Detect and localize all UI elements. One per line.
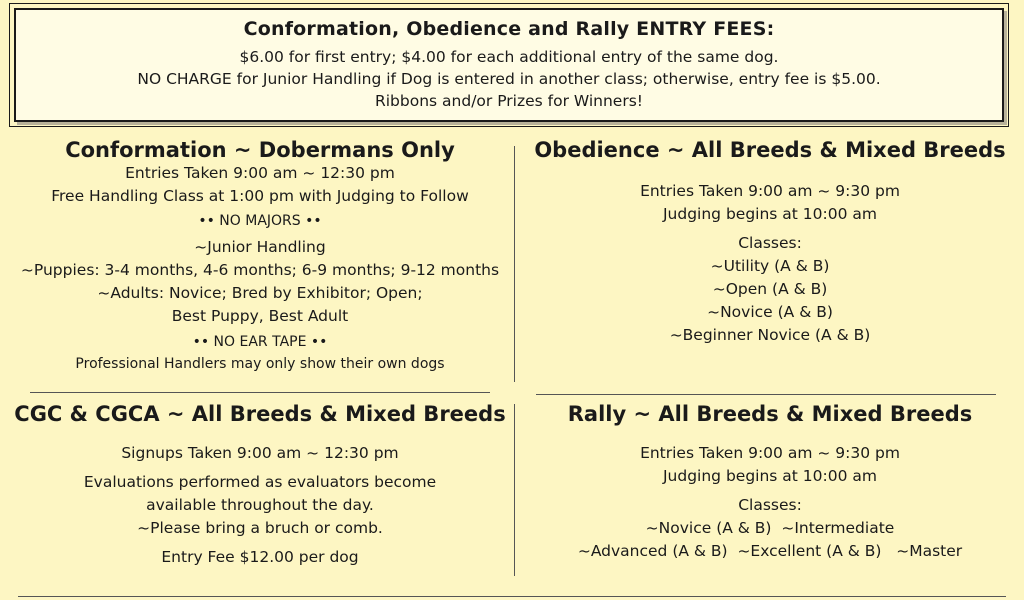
cgc-section — [10, 402, 510, 569]
entry-fees-box — [14, 8, 1004, 122]
obedience-entries: Entries Taken 9:00 am ~ 9:30 pm — [640, 182, 900, 200]
divider-right-middle — [536, 394, 996, 395]
cgc-entry-fee: Entry Fee $12.00 per dog — [161, 548, 359, 566]
obedience-section — [520, 138, 1020, 347]
entry-fees-title: Conformation, Obedience and Rally ENTRY FEES: — [243, 18, 775, 40]
obedience-classes-label: Classes: — [738, 234, 802, 252]
junior-handling-class: ~Junior Handling — [194, 238, 326, 256]
conformation-section — [10, 138, 510, 375]
cgc-signups: Signups Taken 9:00 am ~ 12:30 pm — [121, 444, 399, 462]
obedience-class-utility: ~Utility (A & B) — [710, 257, 830, 275]
obedience-class-novice: ~Novice (A & B) — [707, 303, 833, 321]
obedience-title: Obedience ~ All Breeds & Mixed Breeds — [534, 138, 1006, 162]
divider-left-middle — [30, 392, 490, 393]
cgc-brush-note: ~Please bring a bruch or comb. — [137, 519, 383, 537]
no-ear-tape-notice: •• NO EAR TAPE •• — [192, 334, 328, 350]
obedience-judging: Judging begins at 10:00 am — [662, 205, 877, 223]
cgc-evaluations-line2: available throughout the day. — [146, 496, 374, 514]
rally-title: Rally ~ All Breeds & Mixed Breeds — [567, 402, 973, 426]
rally-classes-label: Classes: — [738, 496, 802, 514]
conformation-handling-class: Free Handling Class at 1:00 pm with Judging to Follow — [51, 187, 469, 205]
rally-classes-line2: ~Advanced (A & B) ~Excellent (A & B) ~Master — [577, 542, 963, 560]
rally-section — [520, 402, 1020, 563]
entry-fee-prizes: Ribbons and/or Prizes for Winners! — [374, 92, 644, 110]
rally-judging: Judging begins at 10:00 am — [662, 467, 877, 485]
puppies-classes: ~Puppies: 3-4 months, 4-6 months; 6-9 months; 9-12 months — [20, 261, 500, 279]
cgc-evaluations-line1: Evaluations performed as evaluators become — [83, 473, 437, 491]
conformation-title: Conformation ~ Dobermans Only — [65, 138, 455, 162]
no-majors-notice: •• NO MAJORS •• — [198, 213, 322, 229]
entry-fee-junior: NO CHARGE for Junior Handling if Dog is entered in another class; otherwise, entry fee is $5.00. — [137, 70, 881, 88]
vertical-divider-top — [514, 146, 515, 382]
conformation-entries: Entries Taken 9:00 am ~ 12:30 pm — [125, 164, 395, 182]
vertical-divider-bottom — [514, 404, 515, 576]
obedience-class-beginner-novice: ~Beginner Novice (A & B) — [669, 326, 871, 344]
cgc-title: CGC & CGCA ~ All Breeds & Mixed Breeds — [14, 402, 506, 426]
professional-handlers-note: Professional Handlers may only show their own dogs — [75, 356, 445, 372]
entry-fee-first: $6.00 for first entry; $4.00 for each additional entry of the same dog. — [239, 48, 779, 66]
best-awards: Best Puppy, Best Adult — [171, 307, 349, 325]
adults-classes: ~Adults: Novice; Bred by Exhibitor; Open; — [97, 284, 423, 302]
rally-classes-line1: ~Novice (A & B) ~Intermediate — [645, 519, 895, 537]
obedience-class-open: ~Open (A & B) — [712, 280, 828, 298]
rally-entries: Entries Taken 9:00 am ~ 9:30 pm — [640, 444, 900, 462]
divider-bottom — [18, 596, 1006, 597]
